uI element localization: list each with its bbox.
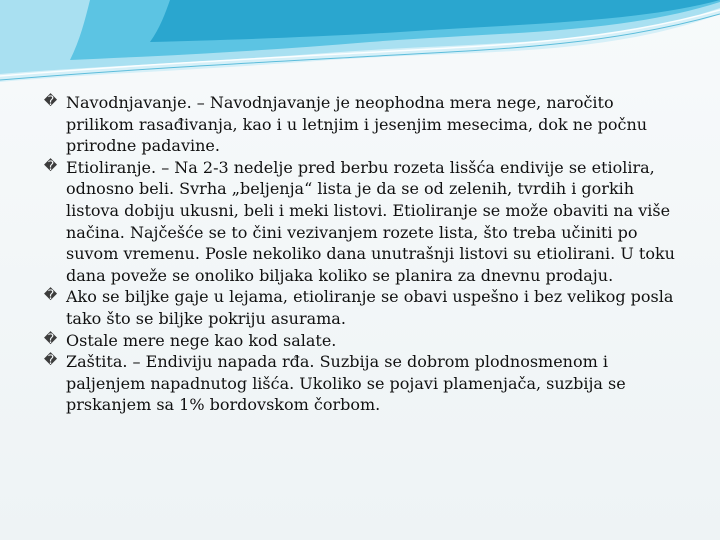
bullet-text: Ostale mere nege kao kod salate. <box>66 330 337 350</box>
bullet-item-etioliranje <box>42 157 682 287</box>
missing-glyph-icon: � <box>43 331 58 347</box>
bullet-item-ostale-mere <box>42 330 682 352</box>
header-wave-decoration <box>0 0 720 90</box>
missing-glyph-icon: � <box>43 288 58 304</box>
bullet-list <box>42 92 682 416</box>
bullet-text: Zaštita. – Endiviju napada rđa. Suzbija se dobrom plodnosmenom i paljenjem napadnutog lišća. Ukoliko se pojavi plamenjača, suzbija se prskanjem sa 1% bordovskom čorbom. <box>66 352 626 415</box>
missing-glyph-icon: � <box>43 353 58 369</box>
bullet-item-navodnjavanje <box>42 92 682 157</box>
missing-glyph-icon: � <box>43 158 58 174</box>
bullet-item-zastita <box>42 351 682 416</box>
bullet-item-leje <box>42 286 682 329</box>
missing-glyph-icon: � <box>43 94 58 109</box>
bullet-text: Navodnjavanje. – Navodnjavanje je neophodna mera nege, naročito prilikom rasađivanja, kao i u letnjim i jesenjim mesecima, dok ne počnu prirodne padavine. <box>66 93 648 156</box>
bullet-text: Etioliranje. – Na 2-3 nedelje pred berbu rozeta lisšća endivije se etiolira, odnosno beli. Svrha „beljenja“ lista je da se od zelenih, tvrdih i gorkih listova dobiju ukusni, beli i meki listovi. Etioliranje se može obaviti na više načina. Najčešće se to čini vezivanjem rozete lista, što treba učiniti po suvom vremenu. Posle nekoliko dana unutrašnji listovi su etiolirani. U toku dana poveže se onoliko biljaka koliko se planira za dnevnu prodaju. <box>66 157 675 285</box>
bullet-text: Ako se biljke gaje u lejama, etioliranje se obavi uspešno i bez velikog posla tako što se biljke pokriju asurama. <box>66 287 674 328</box>
